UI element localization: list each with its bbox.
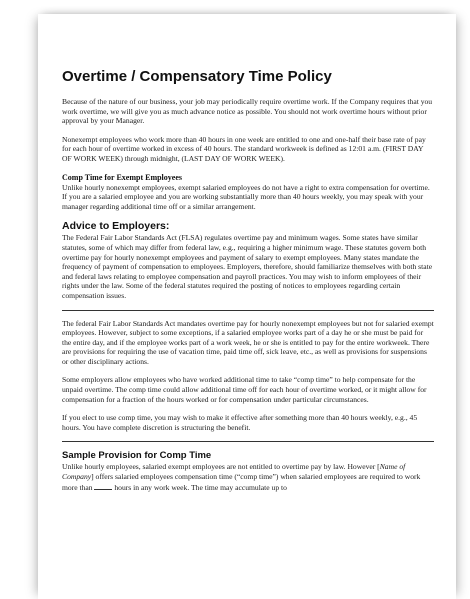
hours-blank-line (94, 482, 112, 490)
section-divider-top (62, 310, 434, 311)
document-content (62, 68, 434, 501)
intro-paragraph-2: Nonexempt employees who work more than 40 hours in one week are entitled to one and one-half their base rate of pay for each hour of overtime worked in excess of 40 hours. The standard workweek is defined as 12:01 a.m. (FIRST DAY OF WORK WEEK) through midnight, (LAST DAY OF WORK WEEK). (62, 134, 426, 163)
advice-paragraph-1: The Federal Fair Labor Standards Act (FLSA) regulates overtime pay and minimum wages. Some states have similar statutes, some of which may differ from federal law, e.g., requiring a higher minimum wage. These statutes govern both overtime pay for hourly nonexempt employees and payment of salary to exempt employees. Many states mandate the frequency of payment of compensation to employees. Employers, therefore, should familiarize themselves with both state and federal laws relating to employee compensation and payroll practices. You may wish to inform employees of their rights under the law. Some of the federal statutes required the posting of notices to employees regarding certain compensation issues. (62, 233, 433, 300)
sample-text-part-3: hours in any work week. The time may accumulate up to (112, 482, 287, 492)
page-title: Overtime / Compensatory Time Policy (62, 68, 332, 85)
advice-paragraph-4: If you elect to use comp time, you may wish to make it effective after something more than 40 hours weekly, e.g., 45 hours. You have complete discretion is structuring the benefit. (62, 413, 418, 432)
advice-paragraph-2: The federal Fair Labor Standards Act mandates overtime pay for hourly nonexempt employees but not for salaried exempt employees. However, subject to some exceptions, if a salaried employee works part of a day he or she must be paid for the entire day, and if the employee works part of a work week, he or she is entitled to pay for the entire workweek. There are provisions for requiring the use of vacation time, paid time off, sick leave, etc., as well as provisions for suspensions or other disciplinary actions. (62, 318, 434, 366)
sample-text-part-1: Unlike hourly employees, salaried exempt employees are not entitled to overtime pay by law. However [ (62, 462, 380, 472)
document-page (38, 14, 456, 599)
advice-paragraph-3: Some employers allow employees who have worked additional time to take “comp time” to help compensate for the unpaid overtime. The comp time could allow additional time off for each hour of overtime worked, or it might allow for compensation for a fraction of the hours worked or for compensation under particular circumstances. (62, 375, 427, 404)
comp-time-paragraph: Unlike hourly nonexempt employees, exempt salaried employees do not have a right to extra compensation for overtime. If you are a salaried employee and you are working substantially more than 40 hours weekly, you may speak with your manager regarding additional time off or a similar arrangement. (62, 182, 430, 211)
sample-provision-heading: Sample Provision for Comp Time (62, 450, 212, 462)
company-name-placeholder: Name of Company (62, 462, 406, 482)
comp-time-heading: Comp Time for Exempt Employees (62, 172, 182, 182)
section-divider-bottom (62, 441, 434, 442)
sample-provision-paragraph (62, 462, 434, 492)
intro-paragraph-1: Because of the nature of our business, your job may periodically require overtime work. If the Company requires that you work overtime, we will give you as much advance notice as possible. You should not work overtime hours without prior approval by your Manager. (62, 97, 433, 126)
advice-heading: Advice to Employers: (62, 220, 170, 233)
sample-text-part-2: ] offers salaried employees compensation time (“comp time”) when salaried employees are required to work more than (62, 472, 421, 492)
